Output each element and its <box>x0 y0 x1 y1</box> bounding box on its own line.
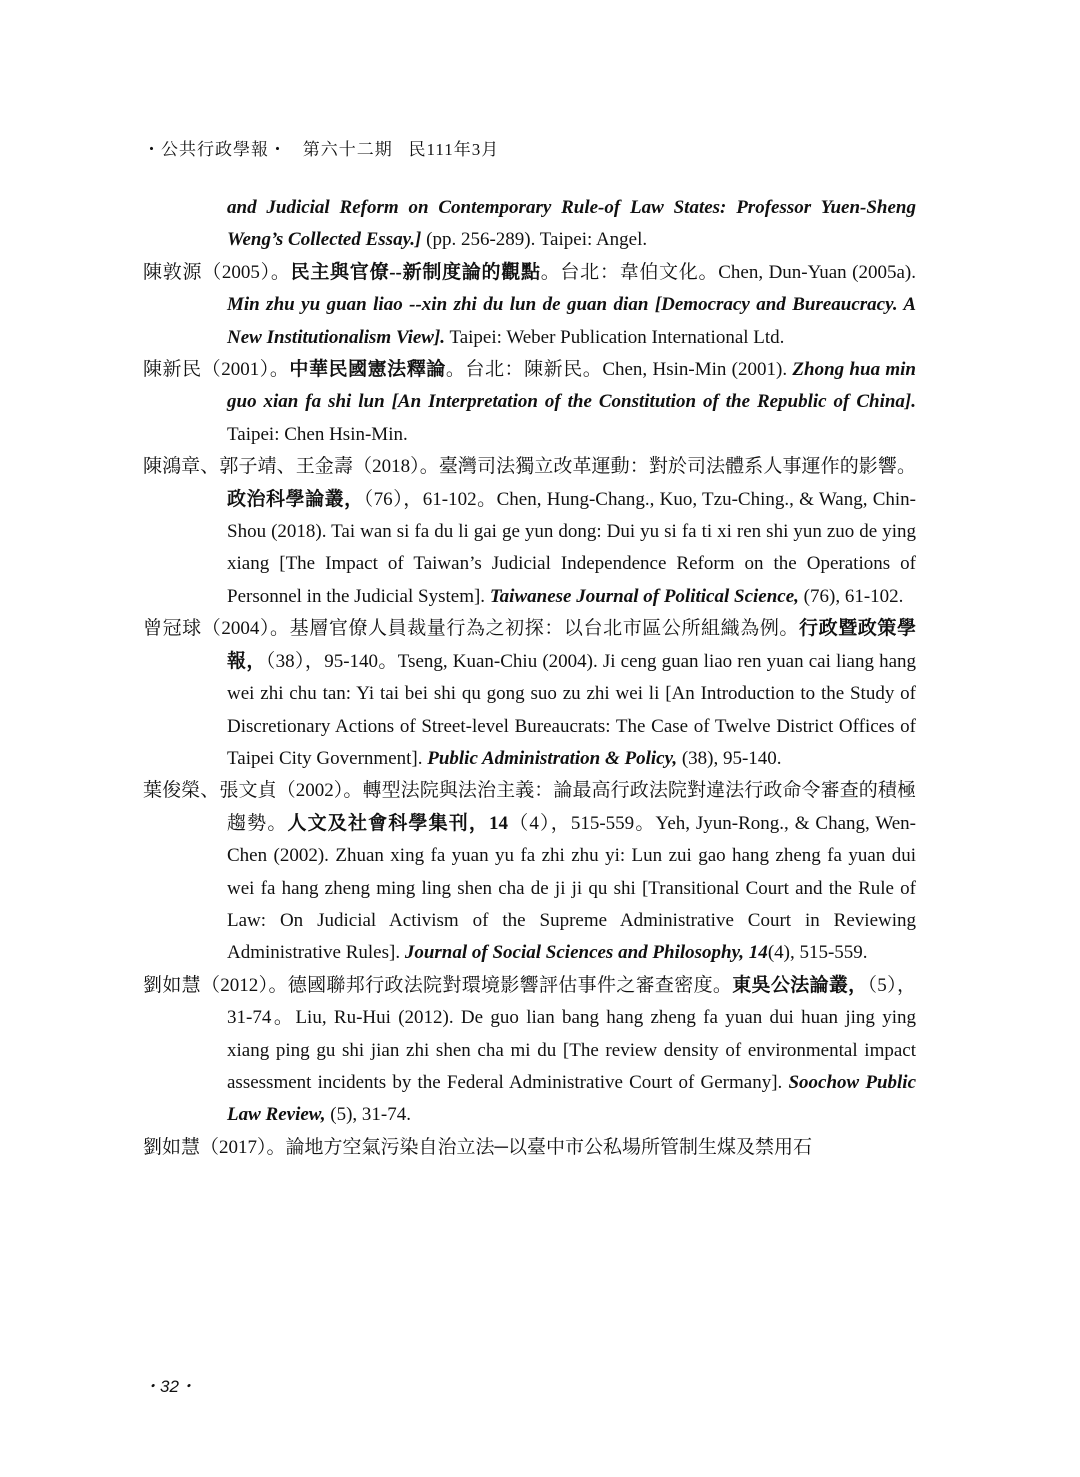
running-header <box>143 135 499 160</box>
publication-info: (76), 61-102. <box>798 585 904 607</box>
journal-name: ・公共行政學報・ <box>143 140 287 159</box>
english-citation: Liu, Ru-Hui (2012). De guo lian bang hang zheng fa yuan dui huan jing ying xiang ping gu shi jian zhi shen cha mi du [The review density of environmental impact assessment incidents by the Federal Administrative Court of Germany]. <box>227 1007 916 1093</box>
chinese-volume: （4），515-559。 <box>508 812 656 834</box>
author: 陳鴻章、郭子靖、王金壽 <box>143 456 353 478</box>
reference-entry <box>143 613 916 775</box>
chinese-title: 中華民國憲法釋論 <box>289 359 446 381</box>
year: （2005）。 <box>202 261 291 283</box>
english-journal: Journal of Social Sciences and Philosophy, 14 <box>404 942 768 964</box>
chinese-journal: 人文及社會科學集刊，14 <box>287 812 509 834</box>
english-citation: Yeh, Jyun-Rong., & Chang, Wen-Chen (2002). Zhuan xing fa yuan yu fa zhi zhu yi: Lun zui gao hang zheng fa yuan dui wei fa hang zheng ming ling shen cha de ji ji qu shi [Transitional Court and the Rule of Law: On Judicial Activism of the Supreme Administrative Court in Reviewing Administrative Rules]. <box>227 812 916 964</box>
reference-entry <box>143 775 916 969</box>
publication-info: Taipei: Chen Hsin-Min. <box>227 423 408 445</box>
year: （2017）。 <box>200 1136 286 1158</box>
english-journal: Public Administration & Policy, <box>427 747 678 769</box>
chinese-journal: 政治科學論叢， <box>227 488 364 510</box>
year: （2001）。 <box>201 359 290 381</box>
author: 劉如慧 <box>143 974 201 996</box>
chinese-volume: （5），31-74。 <box>227 974 916 1029</box>
reference-list <box>143 192 916 1164</box>
english-journal: Soochow Public Law Review, <box>227 1071 916 1126</box>
chinese-volume: （76），61-102。 <box>363 488 497 510</box>
year: （2018）。 <box>352 456 439 478</box>
publication-info: (5), 31-74. <box>325 1104 411 1126</box>
chinese-title: 民主與官僚--新制度論的觀點 <box>290 261 541 283</box>
english-citation: Chen, Hung-Chang., Kuo, Tzu-Ching., & Wang, Chin-Shou (2018). Tai wan si fa du li gai ge yun dong: Dui yu si fa ti xi ren shi yun zuo de ying xiang [The Impact of Taiwan’s Judicial Independence Reform on the Operations of Personnel in the Judicial System]. <box>227 488 916 607</box>
chinese-volume: （38），95-140。 <box>265 650 398 672</box>
author: 曾冠球 <box>143 618 202 640</box>
english-title: Min zhu yu guan liao --xin zhi du lun de guan dian [Democracy and Bureaucracy. A New Institutionalism View]. <box>227 294 916 348</box>
reference-entry <box>143 192 916 257</box>
chinese-article: 德國聯邦行政法院對環境影響評估事件之審查密度。 <box>287 974 733 996</box>
publication-info: (4), 515-559. <box>767 942 868 964</box>
reference-entry <box>143 1132 916 1164</box>
publication-info: (pp. 256-289). Taipei: Angel. <box>421 229 648 251</box>
chinese-publisher: 。台北：韋伯文化。 <box>540 261 719 283</box>
author: 劉如慧 <box>143 1136 201 1158</box>
chinese-article: 臺灣司法獨立改革運動：對於司法體系人事運作的影響。 <box>438 456 916 478</box>
chinese-journal: 東吳公法論叢， <box>732 974 868 996</box>
chinese-article: 論地方空氣污染自治立法─以臺中市公私場所管制生煤及禁用石 <box>285 1136 812 1158</box>
english-journal: Taiwanese Journal of Political Science, <box>489 585 799 607</box>
author: 陳敦源 <box>143 261 203 283</box>
english-title: and Judicial Reform on Contemporary Rule-of Law States: Professor Yuen-Sheng Weng’s Collected Essay.] <box>227 197 916 251</box>
issue-number: 第六十二期 <box>302 140 393 159</box>
page-number: ・32・ <box>143 1377 196 1396</box>
reference-entry <box>143 970 916 1132</box>
reference-entry <box>143 354 916 451</box>
english-author: Chen, Dun-Yuan (2005a). <box>718 261 916 283</box>
chinese-publisher: 。台北：陳新民。 <box>445 359 603 381</box>
year: （2012）。 <box>200 974 288 996</box>
publication-info: (38), 95-140. <box>677 747 782 769</box>
chinese-article: 轉型法院與法治主義：論最高行政法院對違法行政命令審查的積極趨勢。 <box>227 780 916 834</box>
author: 葉俊榮、張文貞 <box>143 780 277 802</box>
publication-info: Taipei: Weber Publication International Ltd. <box>445 326 785 348</box>
english-citation: Tseng, Kuan-Chiu (2004). Ji ceng guan liao ren yuan cai liang hang wei zhi chu tan: Yi tai bei shi qu gong suo zu zhi wei li [An Introduction to the Study of Discretionary Actions of Street-level Bureaucrats: The Case of Twelve District Offices of Taipei City Government]. <box>227 650 917 769</box>
reference-entry <box>143 257 916 354</box>
reference-entry <box>143 451 916 613</box>
english-title: Zhong hua min guo xian fa shi lun [An Interpretation of the Constitution of the Republic of China]. <box>227 359 916 413</box>
chinese-journal: 行政暨政策學報， <box>227 618 916 672</box>
english-author: Chen, Hsin-Min (2001). <box>602 359 793 381</box>
chinese-article: 基層官僚人員裁量行為之初探：以台北市區公所組織為例。 <box>289 618 800 640</box>
year: （2004）。 <box>201 618 290 640</box>
year: （2002）。 <box>276 780 363 802</box>
issue-date: 民111年3月 <box>408 140 500 159</box>
author: 陳新民 <box>143 359 202 381</box>
